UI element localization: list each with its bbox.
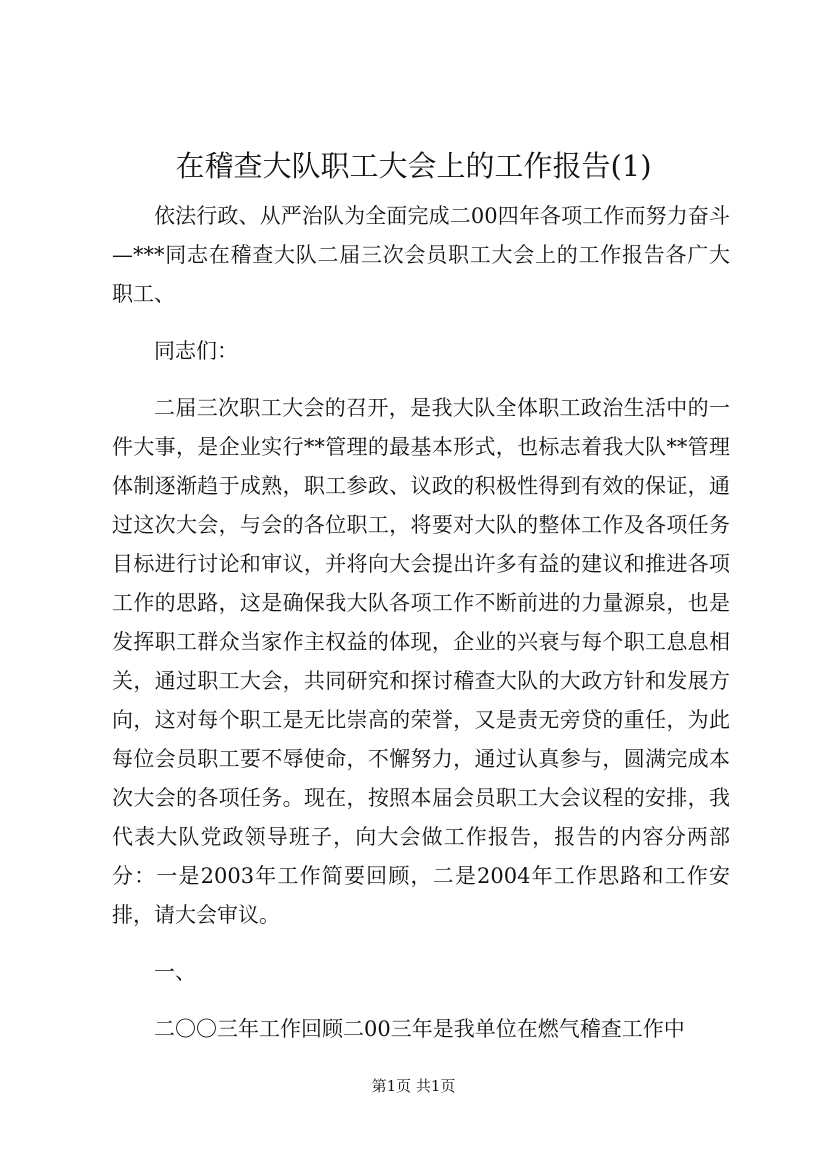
document-title: 在稽查大队职工大会上的工作报告(1) bbox=[175, 149, 652, 183]
paragraph-salutation: 同志们： bbox=[154, 339, 238, 363]
paragraph-review: 二〇〇三年工作回顾二00三年是我单位在燃气稽查工作中 bbox=[154, 1017, 685, 1041]
page-footer: 第1页 共1页 bbox=[371, 1077, 456, 1095]
paragraph-main: 二届三次职工大会的召开，是我大队全体职工政治生活中的一件大事，是企业实行**管理的最基本形式，也标志着我大队**管理体制逐渐趋于成熟，职工参政、议政的积极性得到有效的保证，通过这次大会，与会的各位职工，将要对大队的整体工作及各项任务目标进行讨论和审议，并将向大会提出许多有益的建议和推进各项工作的思路，这是确保我大队各项工作不断前进的力量源泉，也是发挥职工群众当家作主权益的体现，企业的兴衰与每个职工息息相关，通过职工大会，共同研究和探讨稽查大队的大政方针和发展方向，这对每个职工是无比崇高的荣誉，又是责无旁贷的重任，为此每位会员职工要不辱使命，不懈努力，通过认真参与，圆满完成本次大会的各项任务。现在，按照本届会员职工大会议程的安排，我代表大队党政领导班子，向大会做工作报告，报告的内容分两部分：一是2003年工作简要回顾，二是2004年工作思路和工作安排，请大会审议。 bbox=[112, 396, 730, 927]
document-body bbox=[112, 197, 730, 1049]
paragraph-intro: 依法行政、从严治队为全面完成二00四年各项工作而努力奋斗—***同志在稽查大队二届三次会员职工大会上的工作报告各广大职工、 bbox=[112, 204, 730, 306]
section-heading-one: 一、 bbox=[154, 960, 196, 984]
